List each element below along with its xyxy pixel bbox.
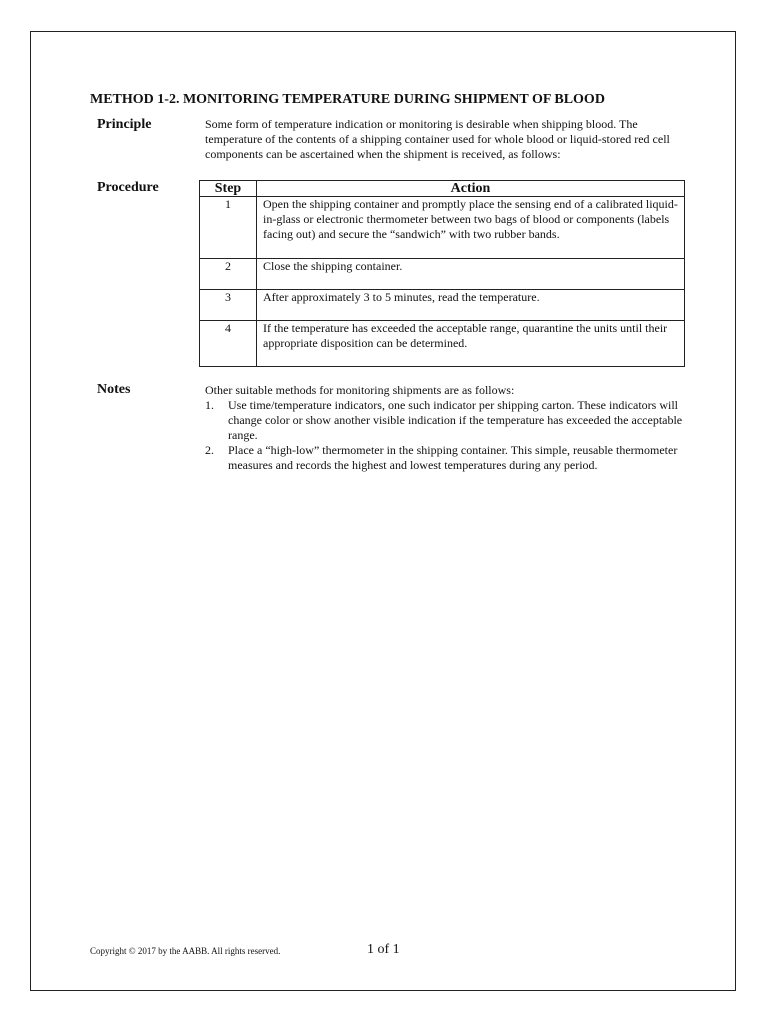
page-number: 1 of 1 — [367, 942, 400, 957]
list-item-number: 1. — [205, 398, 214, 412]
notes-block — [205, 383, 685, 473]
table-header-row — [200, 181, 685, 197]
step-number: 4 — [200, 321, 257, 367]
footer-copyright: Copyright © 2017 by the AABB. All rights reserved. — [90, 946, 281, 956]
principle-heading: Principle — [97, 117, 152, 132]
table-row — [200, 321, 685, 367]
step-action: After approximately 3 to 5 minutes, read the temperature. — [257, 290, 685, 321]
step-action: Close the shipping container. — [257, 259, 685, 290]
step-action: If the temperature has exceeded the acceptable range, quarantine the units until their appropriate disposition can be determined. — [257, 321, 685, 367]
table-row — [200, 197, 685, 259]
procedure-table — [199, 180, 685, 367]
page-title: METHOD 1-2. MONITORING TEMPERATURE DURING SHIPMENT OF BLOOD — [90, 92, 605, 107]
list-item-text: Place a “high-low” thermometer in the shipping container. This simple, reusable thermometer measures and records the highest and lowest temperatures during any period. — [228, 443, 678, 472]
step-number: 2 — [200, 259, 257, 290]
step-number: 1 — [200, 197, 257, 259]
notes-list — [205, 398, 685, 473]
step-number: 3 — [200, 290, 257, 321]
notes-intro: Other suitable methods for monitoring shipments are as follows: — [205, 383, 515, 397]
page-border — [30, 31, 736, 991]
list-item-number: 2. — [205, 443, 214, 457]
procedure-heading: Procedure — [97, 180, 159, 195]
principle-text: Some form of temperature indication or monitoring is desirable when shipping blood. The temperature of the contents of a shipping container used for whole blood or liquid-stored red cell components can be ascertained when the shipment is received, as follows: — [205, 117, 670, 161]
list-item-text: Use time/temperature indicators, one such indicator per shipping carton. These indicators will change color or show another visible indication if the temperature has exceeded the acceptable range. — [228, 398, 683, 442]
notes-heading: Notes — [97, 382, 131, 397]
action-column-header: Action — [257, 181, 685, 197]
list-item — [205, 443, 685, 473]
step-action: Open the shipping container and promptly place the sensing end of a calibrated liquid-in-glass or electronic thermometer between two bags of blood or components (labels facing out) and secure the “sandwich” with two rubber bands. — [257, 197, 685, 259]
table-row — [200, 290, 685, 321]
list-item — [205, 398, 685, 443]
table-row — [200, 259, 685, 290]
step-column-header: Step — [200, 181, 257, 197]
